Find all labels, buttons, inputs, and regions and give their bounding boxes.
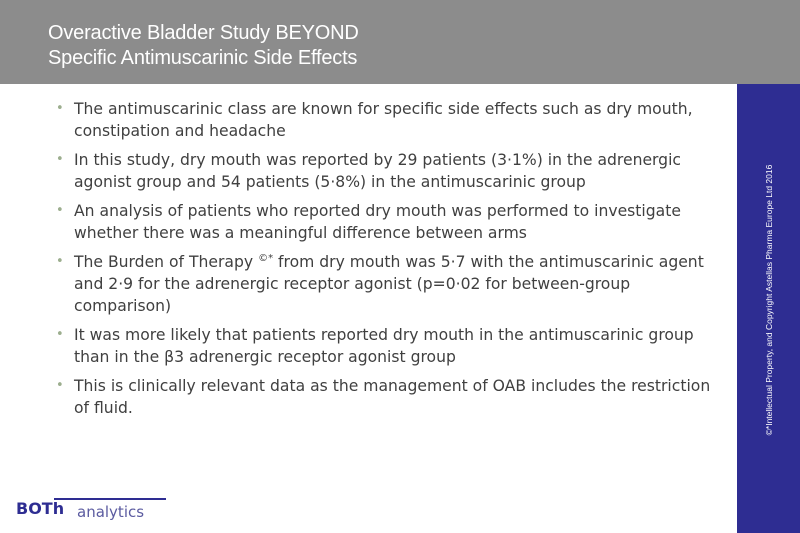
bullet-item — [54, 375, 724, 419]
bullet-item — [54, 149, 724, 193]
bullet-item — [54, 200, 724, 244]
bullet-icon: • — [56, 101, 64, 116]
copyright-text: ©*Intellectual Property, and Copyright Astellas Pharma Europe Ltd 2016 — [764, 164, 774, 436]
bullet-item — [54, 251, 724, 317]
bullet-text: An analysis of patients who reported dry mouth was performed to investigate whether there was a meaningful difference between arms — [74, 202, 681, 242]
slide-header — [0, 0, 800, 84]
logo-brand: BOTh — [16, 499, 65, 518]
copyright-superscript: ©* — [258, 253, 274, 264]
bullet-text: In this study, dry mouth was reported by 29 patients (3·1%) in the adrenergic agonist group and 54 patients (5·8%) in the antimuscarinic group — [74, 151, 681, 191]
bullet-text-part: from dry mouth was 5·7 with the antimuscarinic agent and 2·9 for the adrenergic receptor agonist (p=0·02 for between-group comparison) — [74, 253, 704, 315]
bullet-text-part: The Burden of Therapy — [74, 253, 259, 271]
bullet-icon: • — [56, 254, 64, 269]
bullet-text: It was more likely that patients reported dry mouth in the antimuscarinic group than in the β3 adrenergic receptor agonist group — [74, 326, 694, 366]
slide-title — [48, 21, 359, 71]
bullet-icon: • — [56, 152, 64, 167]
bullet-item — [54, 98, 724, 142]
slide-title-line-2: Specific Antimuscarinic Side Effects — [48, 47, 358, 69]
bullet-list — [54, 98, 724, 426]
bullet-text: This is clinically relevant data as the management of OAB includes the restriction of fluid. — [74, 377, 711, 417]
bullet-icon: • — [56, 327, 64, 342]
slide-title-line-1: Overactive Bladder Study BEYOND — [48, 22, 359, 44]
bullet-item — [54, 324, 724, 368]
bullet-text: The antimuscarinic class are known for specific side effects such as dry mouth, constipation and headache — [74, 100, 693, 140]
logo-product: analytics — [77, 503, 145, 521]
both-analytics-logo — [16, 490, 156, 524]
bullet-icon: • — [56, 203, 64, 218]
logo-rule — [54, 498, 166, 500]
bullet-icon: • — [56, 378, 64, 393]
